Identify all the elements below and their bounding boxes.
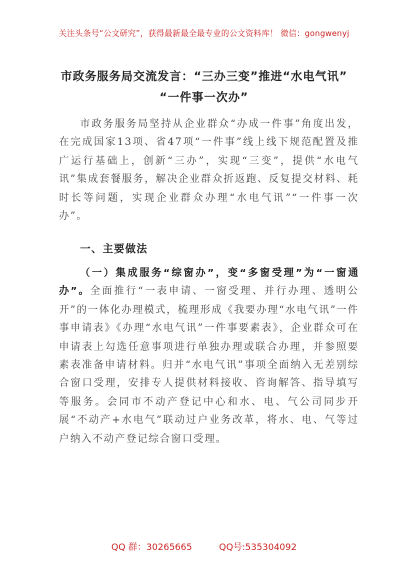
- section-heading: 一、主要做法: [80, 243, 148, 255]
- document-title-line-1: 市政务服务局交流发言：“三办三变”推进“水电气讯”: [60, 69, 348, 83]
- footer-qq-group: QQ 群：30265665: [111, 543, 193, 553]
- point-1-lead: （一）集成服务“综窗办”，变“多窗受理”为“一窗通办”。: [59, 268, 359, 298]
- footer-qq-number: QQ号:535304092: [218, 543, 297, 553]
- point-1-paragraph: [59, 265, 359, 449]
- intro-paragraph: 市政务服务局坚持从企业群众“办成一件事”角度出发，在完成国家13项、省47项“一件事”线上线下规范配置及推广运行基础上，创新“三办”，实现“三变”，提供“水电气讯”集成套餐服务，解决企业群众折返跑、反复提交材料、耗时长等问题，实现企业群众办理“水电气讯”“一件事一次办”。: [59, 119, 359, 223]
- header-banner: 关注头条号“公文研究”，获得最新最全最专业的公文资料库！ 微信：gongwenyj: [58, 29, 350, 38]
- point-1-body: 全面推行“一表申请、一窗受理、并行办理、透明公开”的一体化办理模式，梳理形成《我要办理“水电气讯”一件事申请表》《办理“水电气讯”一件事要素表》，企业群众可在申请表上勾选任意事项进行单独办理或联合办理，并参照要素表准备申请材料。归并“水电气讯”事项全面纳入无差别综合窗口受理，安排专人提供材料接收、咨询解答、指导填写等服务。会同市不动产登记中心和水、电、气公司同步开展“不动产+水电气”联动过户业务改革，将水、电、气等过户纳入不动产登记综合窗口受理。: [59, 286, 359, 445]
- footer-banner: [0, 540, 408, 553]
- document-title-line-2: “一件事一次办”: [159, 90, 249, 104]
